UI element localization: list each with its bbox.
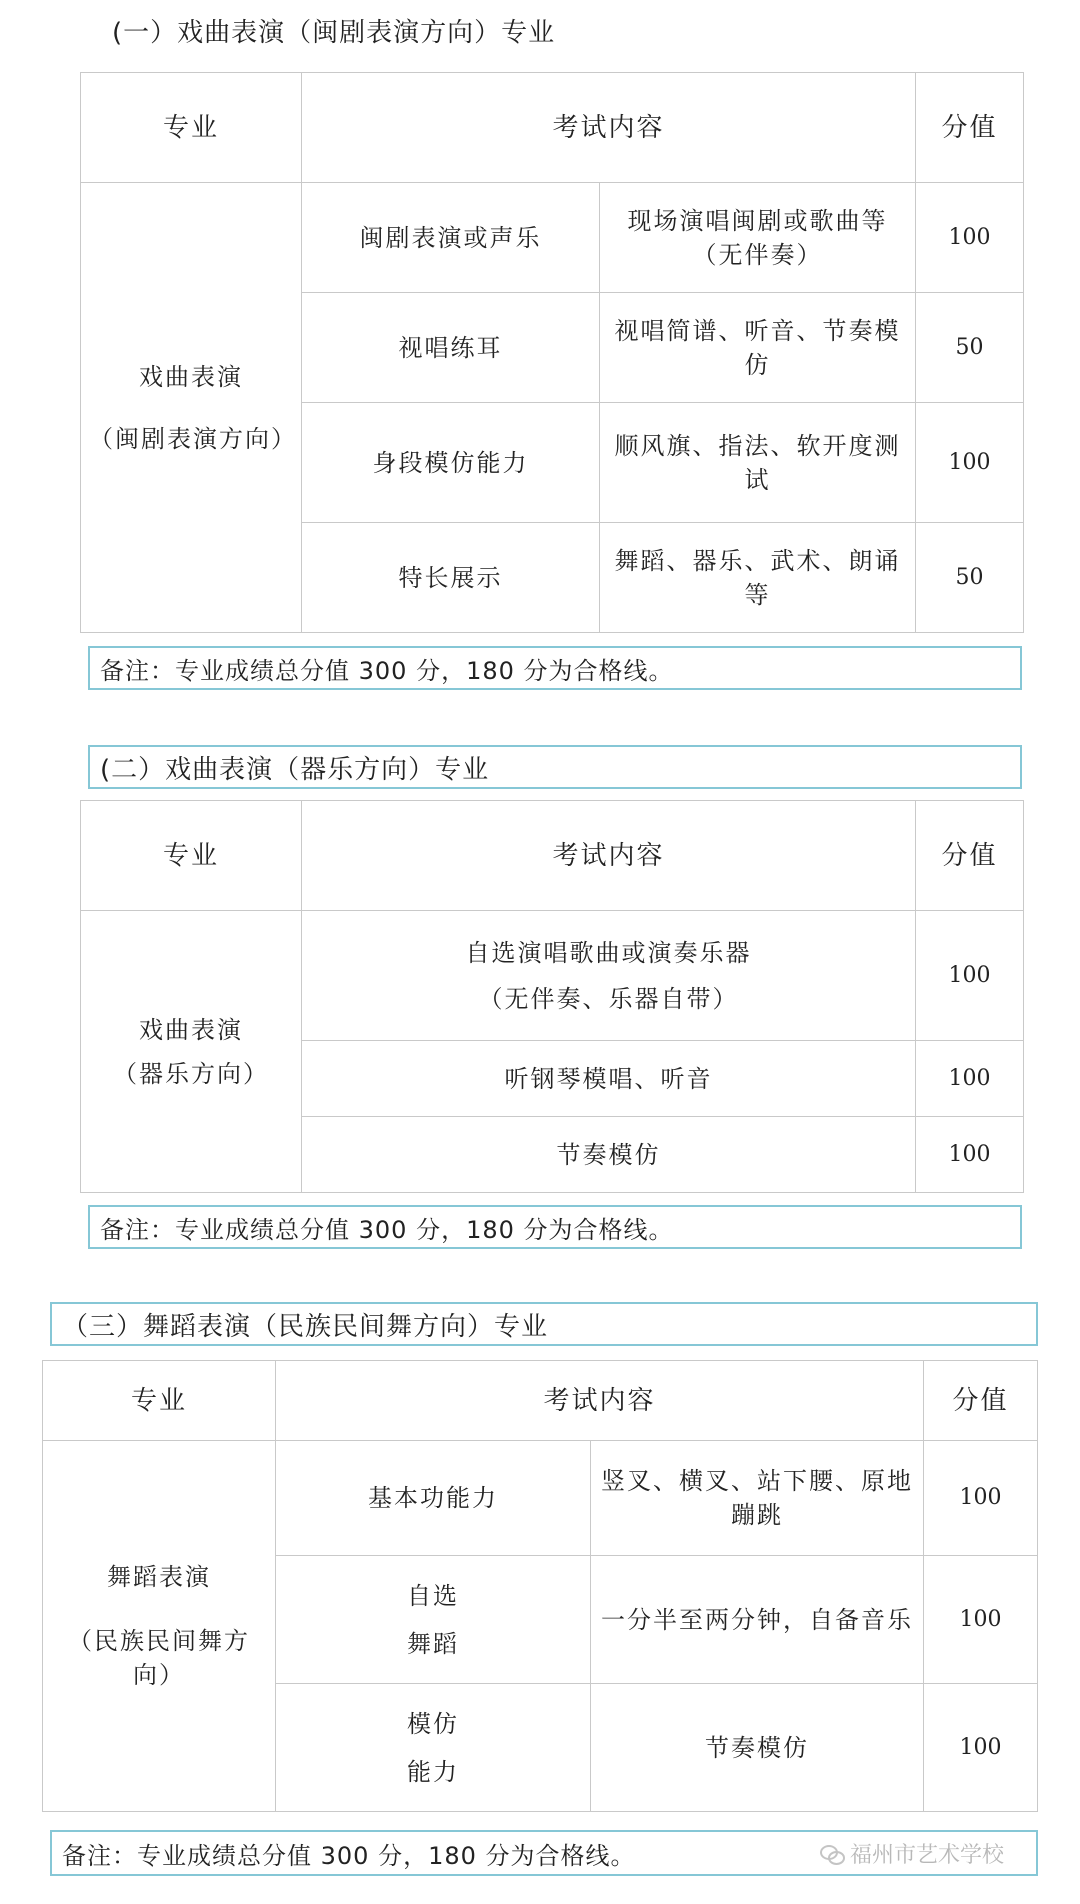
score-cell: 100 xyxy=(916,1117,1024,1193)
watermark-text: 福州市艺术学校 xyxy=(850,1843,1005,1868)
content-line-1: 自选演唱歌曲或演奏乐器 xyxy=(465,938,752,967)
watermark xyxy=(820,1838,1004,1869)
section-3-heading: （三）舞蹈表演（民族民间舞方向）专业 xyxy=(50,1302,1038,1346)
major-cell xyxy=(81,911,302,1193)
score-cell: 100 xyxy=(924,1556,1038,1684)
score-cell: 100 xyxy=(916,1041,1024,1117)
item-cell: 闽剧表演或声乐 xyxy=(302,183,600,293)
table-3-header-row xyxy=(43,1361,1038,1441)
item-cell: 基本功能力 xyxy=(276,1441,591,1556)
item-cell: 身段模仿能力 xyxy=(302,403,600,523)
score-cell: 100 xyxy=(924,1441,1038,1556)
header-score: 分值 xyxy=(916,801,1024,911)
section-1-heading: (一）戏曲表演（闽剧表演方向）专业 xyxy=(112,18,556,48)
item-line-1: 模仿 xyxy=(407,1709,459,1738)
item-line-2: 能力 xyxy=(407,1757,459,1786)
section-2-note: 备注：专业成绩总分值 300 分，180 分为合格线。 xyxy=(88,1205,1022,1249)
detail-cell: 顺风旗、指法、软开度测试 xyxy=(600,403,916,523)
content-cell: 节奏模仿 xyxy=(302,1117,916,1193)
table-row xyxy=(81,911,1024,1041)
detail-cell: 现场演唱闽剧或歌曲等（无伴奏） xyxy=(600,183,916,293)
item-cell: 特长展示 xyxy=(302,523,600,633)
content-cell xyxy=(302,911,916,1041)
header-major: 专业 xyxy=(81,73,302,183)
section-1-note: 备注：专业成绩总分值 300 分，180 分为合格线。 xyxy=(88,646,1022,690)
header-content: 考试内容 xyxy=(302,801,916,911)
header-major: 专业 xyxy=(43,1361,276,1441)
score-cell: 100 xyxy=(924,1684,1038,1812)
score-cell: 100 xyxy=(916,911,1024,1041)
major-line-2: （民族民间舞方向） xyxy=(68,1627,250,1689)
score-cell: 50 xyxy=(916,293,1024,403)
header-score: 分值 xyxy=(916,73,1024,183)
content-cell: 听钢琴模唱、听音 xyxy=(302,1041,916,1117)
major-line-1: 戏曲表演 xyxy=(139,362,243,391)
major-line-1: 舞蹈表演 xyxy=(107,1563,211,1591)
table-1 xyxy=(80,72,1024,633)
header-score: 分值 xyxy=(924,1361,1038,1441)
score-cell: 100 xyxy=(916,403,1024,523)
score-cell: 50 xyxy=(916,523,1024,633)
section-3-note: 备注：专业成绩总分值 300 分，180 分为合格线。 xyxy=(50,1830,1038,1876)
wechat-icon xyxy=(820,1843,844,1865)
score-cell: 100 xyxy=(916,183,1024,293)
detail-cell: 竖叉、横叉、站下腰、原地蹦跳 xyxy=(591,1441,924,1556)
item-cell xyxy=(276,1684,591,1812)
table-row xyxy=(43,1441,1038,1556)
detail-cell: 节奏模仿 xyxy=(591,1684,924,1812)
item-line-1: 自选 xyxy=(407,1581,459,1610)
header-major: 专业 xyxy=(81,801,302,911)
detail-cell: 视唱简谱、听音、节奏模仿 xyxy=(600,293,916,403)
header-content: 考试内容 xyxy=(302,73,916,183)
header-content: 考试内容 xyxy=(276,1361,924,1441)
item-cell xyxy=(276,1556,591,1684)
table-1-header-row xyxy=(81,73,1024,183)
detail-cell: 一分半至两分钟，自备音乐 xyxy=(591,1556,924,1684)
table-2 xyxy=(80,800,1024,1193)
detail-cell: 舞蹈、器乐、武术、朗诵等 xyxy=(600,523,916,633)
major-line-1: 戏曲表演 xyxy=(139,1015,243,1044)
table-row xyxy=(81,183,1024,293)
major-line-2: （器乐方向） xyxy=(113,1059,269,1088)
section-2-heading: (二）戏曲表演（器乐方向）专业 xyxy=(88,745,1022,789)
content-line-2: （无伴奏、乐器自带） xyxy=(478,984,739,1013)
item-cell: 视唱练耳 xyxy=(302,293,600,403)
major-line-2: （闽剧表演方向） xyxy=(89,424,297,453)
major-cell xyxy=(81,183,302,633)
item-line-2: 舞蹈 xyxy=(407,1629,459,1658)
table-2-header-row xyxy=(81,801,1024,911)
major-cell xyxy=(43,1441,276,1812)
table-3 xyxy=(42,1360,1038,1812)
